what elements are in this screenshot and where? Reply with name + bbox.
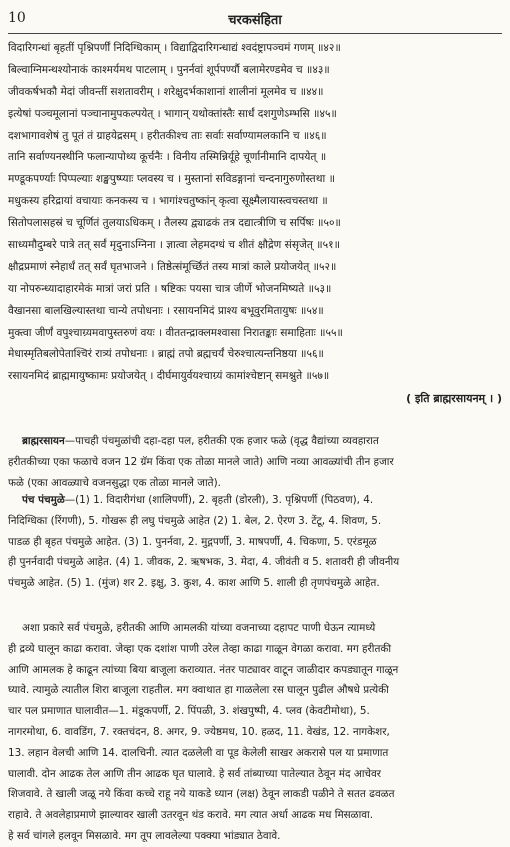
- paragraph-line: हरीतकीच्या एका फळाचे वजन 12 ग्रॅम किंवा एक तोळा मानले जाते) आणि नव्या आवळ्यांची तीन हजार: [8, 455, 394, 468]
- verse-line: [8, 301, 502, 323]
- verse-number: ॥५१॥: [316, 239, 340, 252]
- paragraph-line: 13. लहान वेलची आणि 14. दालचिनी. त्यात दळलेली वा पूड केलेली साखर अकरासे पल या प्रमाणात: [8, 746, 389, 759]
- sanskrit-verses: [8, 38, 502, 410]
- verse-line: [8, 82, 502, 104]
- paragraph-line: घ्यावे. त्यामुळे त्यातील शिरा बाजूला राहतील. मग क्वाथात हा गाळलेला रस घालून पुढील औषधे प्रत्येकी: [8, 684, 389, 697]
- verse-text: वैखानसा बालखिल्यास्तथा चान्ये तपोधनाः । रसायनमिदं प्राश्य बभूवुरमितायुषः: [8, 304, 297, 317]
- verse-number: ॥५२॥: [312, 260, 337, 273]
- paragraph-line: हे सर्व चांगले हलवून मिसळावे. मग तूप लावलेल्या पक्क्या भांड्यात ठेवावे.: [8, 829, 281, 842]
- verse-line: [8, 191, 502, 213]
- paragraph-brahma-rasayana: [8, 431, 502, 493]
- verse-text: साध्यमौदुम्बरे पात्रे तत् सर्वं मृदुनाऽग्निना । ज्ञात्वा लेहमदग्धं च शीतं क्षौद्रेण संसृजेत्: [8, 239, 313, 252]
- verse-text: मधुकस्य हरिद्रायां वचायाः कनकस्य च । भागांश्चतुष्कांन् कृत्वा सूक्ष्मैलायास्त्वचस्तथा: [8, 195, 318, 208]
- verse-number: ॥४३॥: [306, 63, 330, 76]
- verse-number: ॥५५॥: [319, 326, 343, 339]
- verse-number: ॥४२॥: [317, 42, 341, 54]
- verse-number: ॥५६॥: [300, 348, 324, 361]
- verse-text: बिल्वाग्निमन्थश्योनाकं काश्मर्यमथ पाटलाम् । पुनर्नवां शूर्पपर्ण्यौ बलामेरण्डमेव च: [8, 63, 303, 76]
- paragraph-lead: पंच पंचमुळे: [22, 494, 65, 506]
- verse-line: [8, 104, 502, 126]
- verse-text: सितोपलासहस्रं च चूर्णितं तुलयाऽधिकम् । तैलस्य द्व्याढकं तत्र दद्यात्त्रीणि च सर्पिषः: [8, 217, 314, 230]
- paragraph-line: निदिग्धिका (रिंगणी), 5. गोखरू ही लघु पंचमुळे आहेत (2) 1. बेल, 2. ऐरण 3. टेंटू, 4. शिवण, 5.: [8, 514, 382, 527]
- header-rule: [8, 33, 502, 34]
- paragraph-lead: ब्राह्मरसायन: [22, 435, 65, 447]
- page-header: [8, 10, 502, 30]
- verse-text: विदारिगन्धां बृहतीं पृश्निपर्णीं निदिग्धिकाम् । विद्याद्विदारिगन्धाद्यं श्वदंष्ट्रापञ्चमं गणम्: [8, 42, 314, 54]
- verse-line: [8, 366, 502, 388]
- verse-text: जीवकर्षभकौ मेदां जीवन्तीं सशतावरीम् । शरेक्षुदर्भकाशानां शालीनां मूलमेव च: [8, 85, 297, 98]
- paragraph-line: फळे (एका आवळ्याचे वजनसुद्धा एक तोळा मानले जाते).: [8, 476, 221, 489]
- verse-text: मण्डूकपर्ण्याः पिप्पल्याः शङ्खपुष्प्याः प्लवस्य च । मुस्तानां सविडङ्गानां चन्दनागुरुणोस्तथा: [8, 173, 326, 186]
- paragraph-line: [8, 431, 502, 452]
- paragraph-line: ही पुनर्नवादी पंचमुळे आहेत. (4) 1. जीवक, 2. ऋषभक, 3. मेदा, 4. जीवंती व 5. शतावरी ही जीवनीय: [8, 556, 400, 569]
- verse-number: ॥५३॥: [307, 282, 332, 295]
- verse-text: दशभागावशेषं तु पूतं तं ग्राहयेद्रसम् । हरीतकीश्च ताः सर्वाः सर्वाण्यामलकानि च: [8, 129, 300, 142]
- verse-number: ॥: [321, 195, 328, 208]
- verse-number: ॥५७॥: [305, 370, 330, 383]
- verse-text: तानि सर्वाण्यनस्थीनि फलान्यापोथ्य कूर्चनैः । विनीय तस्मिन्निर्यूहे चूर्णानीमानि दापयेत्: [8, 151, 317, 164]
- paragraph-line: चार पल प्रमाणात घालावीत—1. मंडूकपर्णी, 2. पिंपळी, 3. शंखपुष्पी, 4. प्लव (केवटीमोथा), 5.: [8, 705, 370, 718]
- verse-line: [8, 213, 502, 235]
- verse-line: [8, 257, 502, 279]
- verse-line: [8, 323, 502, 345]
- verse-text: इत्येषां पञ्चमूलानां पञ्चानामुपकल्पयेत् । भागान् यथोक्तांस्तैः सार्धं दशगुणेऽम्भसि: [8, 107, 310, 120]
- paragraph-line: शिजवावे. ते खाली जळू नये किंवा कच्चे राहू नये याकडे ध्यान (लक्ष) ठेवून लाकडी पळीने ते सतत ढवळत: [8, 788, 395, 801]
- verse-line: [8, 60, 502, 82]
- verse-line: [8, 169, 502, 191]
- verse-line: [8, 279, 502, 301]
- verse-line: [8, 126, 502, 148]
- verse-number: ॥५०॥: [317, 217, 341, 230]
- verse-number: ॥४६॥: [302, 129, 327, 142]
- verse-number: ॥४४॥: [299, 85, 324, 98]
- paragraph-line: राहावे. ते अवलेहाप्रमाणे झाल्यावर खाली उतरवून थंड करावे. मग त्यात अर्धा आढक मध मिसळावा.: [8, 809, 374, 822]
- verse-number: ॥५४॥: [300, 304, 324, 317]
- paragraph-line: पाडळ ही बृहत पंचमुळे आहेत. (3) 1. पुनर्नवा, 2. मुद्गपर्णी, 3. माषपर्णी, 4. चिकणा, 5. एरंडमूळ: [8, 535, 377, 548]
- verse-line: [8, 38, 502, 60]
- verse-text: क्षौद्रप्रमाणं स्नेहार्धं तत् सर्वं घृतभाजने । तिष्ठेत्संमूर्च्छितं तस्य मात्रां काले प्रयोजयेत्: [8, 260, 310, 273]
- verse-line: [8, 235, 502, 257]
- paragraph-line: पंचमुळे आहेत. (5) 1. (मुंज) शर 2. इक्षु, 3. कुश, 4. काश आणि 5. शाली ही तृणपंचमुळे आहेत.: [8, 577, 380, 590]
- page-number: 10: [8, 10, 26, 26]
- paragraph-line: ही द्रव्ये घालून काढा करावा. जेव्हा एक दशांश पाणी उरेल तेव्हा काढा गाळून वेगळा करावा. मग हरीतकी: [8, 642, 392, 655]
- verse-number: ॥: [328, 173, 335, 186]
- paragraph-line: अशा प्रकारे सर्व पंचमुळे, हरीतकी आणि आमलकी यांच्या वजनाच्या दहापट पाणी घेऊन त्यामध्ये: [22, 622, 376, 634]
- paragraph-text: —पाचही पंचमुळांची दहा-दहा पल, हरीतकी एक हजार फळे (वृद्ध वैद्यांच्या व्यवहारात: [64, 435, 379, 447]
- verse-number: ॥४५॥: [313, 107, 337, 120]
- paragraph-pancha-panchamule: [8, 490, 502, 594]
- paragraph-line: आणि आमलक हे काढून त्यांच्या बिया बाजूला कराव्यात. नंतर पाट्यावर वाटून जाळीदार कपड्यातून गाळून: [8, 663, 399, 676]
- verse-line: [8, 147, 502, 169]
- paragraph-line: नागरमोथा, 6. वावडिंग, 7. रक्तचंदन, 8. अगर, 9. ज्येष्ठमध, 10. हळद, 11. वेखंड, 12. नागकेशर,: [8, 725, 390, 738]
- verse-text: मेधास्मृतिबलोपेताश्चिरं रात्र्यं तपोधनाः । ब्राह्मं तपो ब्रह्मचर्यं चेरुश्चात्यन्तनिष्ठया: [8, 348, 297, 361]
- paragraph-text: —(1) 1. विदारीगंधा (शालिपर्णी), 2. बृहती (डोरली), 3. पृश्निपर्णी (पिठवण), 4.: [64, 494, 374, 506]
- verse-text: रसायनमिदं ब्राह्ममायुष्कामः प्रयोजयेत् । दीर्घमायुर्वयश्चाग्र्यं कामांश्चेष्टान् समश्नुते: [8, 370, 303, 383]
- paragraph-line: [8, 490, 502, 511]
- verse-text: मुक्त्वा जीर्णं वपुश्चाग्र्यमवापुस्तरुणं वयः । वीततन्द्राक्लमश्वासा निरातङ्काः समाहिताः: [8, 326, 316, 339]
- paragraph-line: घालावी. दोन आढक तेल आणि तीन आढक घृत घालावे. हे सर्व तांब्याच्या पातेल्यात ठेवून मंद आचेवर: [8, 767, 382, 780]
- section-closing-label: ( इति ब्राह्मरसायनम् । ): [406, 392, 502, 406]
- verse-text: या नोपरुन्ध्यादाहारमेकं मात्रां जरां प्रति । षष्टिकः पयसा चात्र जीर्णे भोजनमिष्यते: [8, 282, 305, 295]
- verse-line: [8, 344, 502, 366]
- page-title: चरकसंहिता: [228, 13, 282, 28]
- verse-number: ॥: [319, 151, 327, 164]
- paragraph-preparation: [8, 618, 502, 847]
